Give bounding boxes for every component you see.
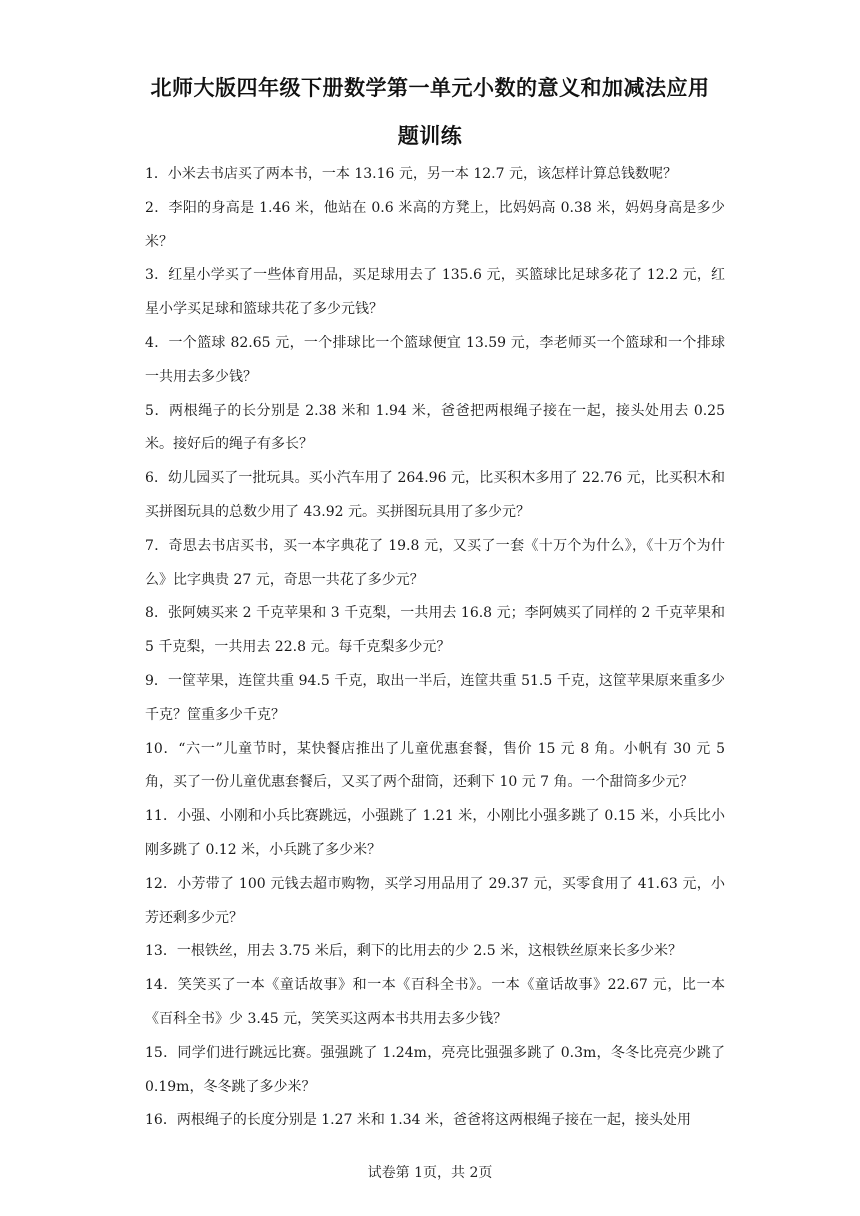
- question-item: 5．两根绳子的长分别是 2.38 米和 1.94 米，爸爸把两根绳子接在一起，接头处用去 0.25 米。接好后的绳子有多长？: [145, 402, 725, 453]
- question-item: 10．“六一”儿童节时，某快餐店推出了儿童优惠套餐，售价 15 元 8 角。小帆有 30 元 5 角，买了一份儿童优惠套餐后，又买了两个甜筒，还剩下 10 元 7 角。一个甜筒多少元？: [145, 740, 725, 791]
- question-item: 16．两根绳子的长度分别是 1.27 米和 1.34 米，爸爸将这两根绳子接在一起，接头处用: [145, 1112, 691, 1129]
- question-item: 14．笑笑买了一本《童话故事》和一本《百科全书》。一本《童话故事》22.67 元，比一本《百科全书》少 3.45 元，笑笑买这两本书共用去多少钱？: [145, 977, 725, 1027]
- question-item: 3．红星小学买了一些体育用品，买足球用去了 135.6 元，买篮球比足球多花了 12.2 元，红星小学买足球和篮球共花了多少元钱？: [145, 267, 725, 318]
- question-item: 12．小芳带了 100 元钱去超市购物，买学习用品用了 29.37 元，买零食用了 41.63 元，小芳还剩多少元？: [145, 875, 725, 926]
- page-footer: 试卷第 1页，共 2页: [367, 1165, 493, 1181]
- question-item: 15．同学们进行跳远比赛。强强跳了 1.24m，亮亮比强强多跳了 0.3m，冬冬比亮亮少跳了 0.19m，冬冬跳了多少米？: [145, 1044, 725, 1095]
- question-item: 9．一筐苹果，连筐共重 94.5 千克，取出一半后，连筐共重 51.5 千克，这筐苹果原来重多少千克？筐重多少千克？: [145, 672, 725, 723]
- question-item: 4．一个篮球 82.65 元，一个排球比一个篮球便宜 13.59 元，李老师买一个篮球和一个排球一共用去多少钱？: [145, 334, 725, 385]
- question-item: 7．奇思去书店买书，买一本字典花了 19.8 元，又买了一套《十万个为什么》，《十万个为什么》比字典贵 27 元，奇思一共花了多少元？: [145, 537, 725, 588]
- question-item: 8．张阿姨买来 2 千克苹果和 3 千克梨，一共用去 16.8 元；李阿姨买了同样的 2 千克苹果和 5 千克梨，一共用去 22.8 元。每千克梨多少元？: [145, 605, 725, 656]
- question-item: 13．一根铁丝，用去 3.75 米后，剩下的比用去的少 2.5 米，这根铁丝原来长多少米？: [145, 943, 683, 960]
- question-list: [145, 158, 725, 1138]
- question-item: 11．小强、小刚和小兵比赛跳远，小强跳了 1.21 米，小刚比小强多跳了 0.15 米，小兵比小刚多跳了 0.12 米，小兵跳了多少米？: [145, 808, 725, 858]
- question-item: 2．李阳的身高是 1.46 米，他站在 0.6 米高的方凳上，比妈妈高 0.38 米，妈妈身高是多少米？: [145, 199, 725, 250]
- question-item: 6．幼儿园买了一批玩具。买小汽车用了 264.96 元，比买积木多用了 22.76 元，比买积木和买拼图玩具的总数少用了 43.92 元。买拼图玩具用了多少元？: [145, 470, 725, 520]
- page-title-line-2: 题训练: [397, 124, 463, 148]
- question-item: 1．小米去书店买了两本书，一本 13.16 元，另一本 12.7 元，该怎样计算总钱数呢？: [145, 166, 677, 182]
- page-title-line-1: 北师大版四年级下册数学第一单元小数的意义和加减法应用: [150, 76, 710, 100]
